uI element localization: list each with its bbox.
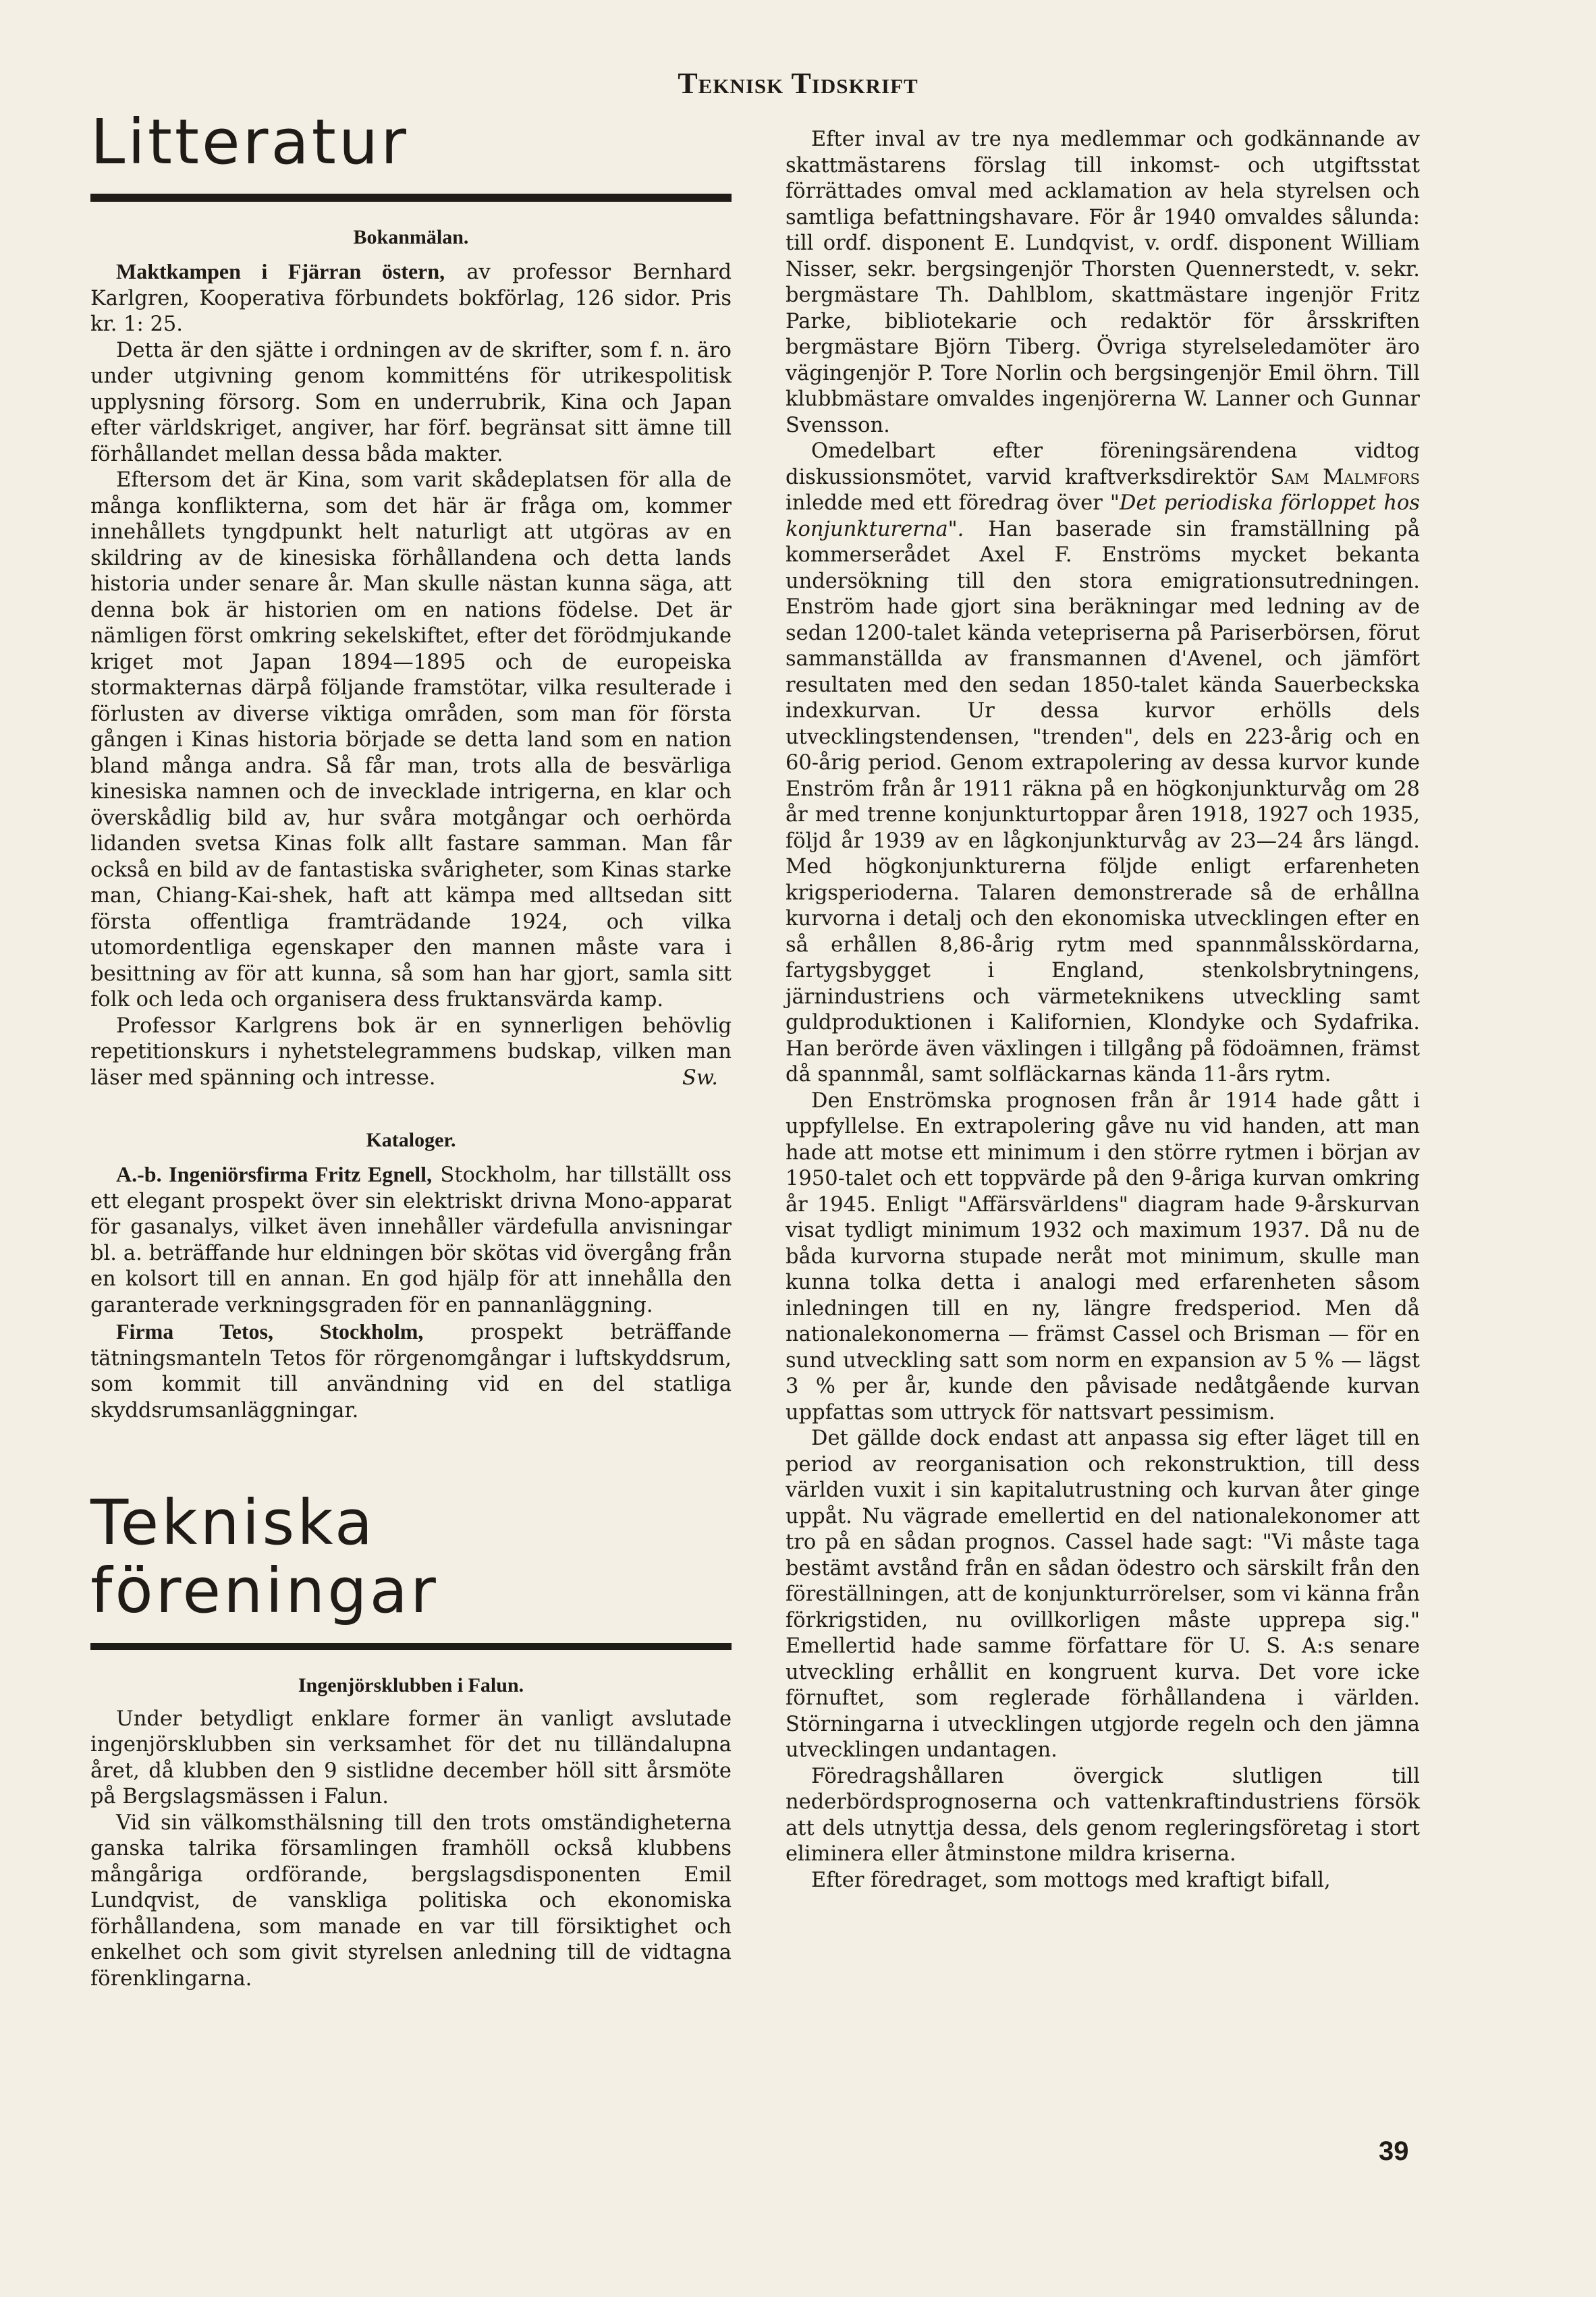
heading-rule — [90, 194, 732, 202]
subheading-bokanmalan: Bokanmälan. — [353, 226, 469, 249]
catalog-company: A.-b. Ingeniörsfirma Fritz Egnell, — [116, 1162, 433, 1187]
catalog-company: Firma Tetos, Stockholm, — [116, 1319, 424, 1344]
heading-rule — [90, 1643, 732, 1650]
lecture-paragraph: Efter föredraget, som mottogs med kraftigt bifall, — [811, 1868, 1331, 1892]
catalog-text: Stockholm, har tillställt oss ett elegant prospekt över sin elektriskt drivna Mono-apparat för gasanalys, vilket även innehåller värdefulla anvisningar bl. a. beträffande hur eldningen bör skötas vid övergång från en kolsort till en annan. En god hjälp för att innehålla den garanterade verkningsgraden för en pannanläggning. — [90, 1163, 732, 1317]
meeting-paragraph: Efter inval av tre nya medlemmar och godkännande av skattmästarens förslag till inkomst- och utgiftsstat förrättades omval med acklamation av hela styrelsen och samtliga befattningshavare. För år 1940 omvaldes sålunda: till ordf. disponent E. Lundqvist, v. ordf. disponent William Nisser, sekr. bergsingenjör Thorsten Quennerstedt, v. sekr. bergmästare Th. Dahlblom, skattmästare ingenjör Fritz Parke, bibliotekarie och redaktör för årsskriften bergmästare Björn Tiberg. Övriga styrelseledamöter äro vägingenjör P. Tore Norlin och bergsingenjör Emil öhrn. Till klubbmästare omvaldes ingenjörerna W. Lanner och Gunnar Svensson. — [786, 128, 1420, 437]
catalog-entry — [90, 1319, 732, 1424]
catalog-entry — [90, 1161, 732, 1319]
subheading-kataloger: Kataloger. — [366, 1129, 456, 1152]
lecture-title: "Det periodiska förloppet hos konjunkturerna". — [786, 491, 1420, 541]
review-paragraph: Eftersom det är Kina, som varit skådeplatsen för alla de många konflikterna, som det här är fråga om, kommer innehållets tyngdpunkt helt naturligt att utgöras av en skildring av de kinesiska förhållandena och detta lands historia under senare år. Man skulle nästan kunna säga, att denna bok är historien om en nations födelse. Det är nämligen först omkring sekelskiftet, efter det förödmjukande kriget mot Japan 1894—1895 och de europeiska stormakternas därpå följande framstötar, vilka resulterade i förlusten av diverse viktiga områden, som man för första gången i Kinas historia började se detta land som en nation bland många andra. Så får man, trots alla de besvärliga kinesiska namnen och de invecklade intrigerna, en klar och överskådlig bild av, hur svåra motgångar och oerhörda lidanden svetsa Kinas folk allt fastare samman. Man får också en bild av de fantastiska svårigheter, som Kinas starke man, Chiang-Kai-shek, haft att kämpa med alltsedan sitt första offentliga framträdande 1924, och vilka utomordentliga egenskaper den mannen måste vara i besittning av för att kunna, så som han har gjort, samla sitt folk och leda och organisera dess fruktansvärda kamp. — [90, 468, 732, 1012]
masthead: Teknisk Tidskrift — [678, 67, 918, 100]
lecturer-name: Sam Malmfors — [1270, 465, 1420, 489]
lecture-text: Omedelbart efter föreningsärendena vidtog diskussionsmötet, varvid kraftverksdirektör — [786, 439, 1420, 489]
lecture-paragraph: Den Enströmska prognosen från år 1914 hade gått i uppfyllelse. En extrapolering gåve nu vid handen, att man hade att motse ett minimum i den större rytmen i början av 1950-talet och ett toppvärde på den 9-åriga kurvan omkring år 1945. Enligt "Affärsvärldens" diagram hade 9-årskurvan visat tydligt minimum 1932 och maximum 1937. Då nu de båda kurvorna stupade neråt mot minimum, skulle man kunna tolka detta i analogi med erfarenheten såsom inledningen till en ny, längre fredsperiod. Men då nationalekonomerna — främst Cassel och Brisman — för en sund utveckling satt som norm en expansion av 5 % — lägst 3 % per år, kunde den påvisade nedåtgående kurvan uppfattas som uttryck för nattsvart pessimism. — [786, 1088, 1420, 1424]
lecture-text: inledde med ett föredrag över — [786, 491, 1103, 515]
section-heading-litteratur: Litteratur — [90, 106, 409, 178]
subheading-falun: Ingenjörsklubben i Falun. — [298, 1673, 524, 1696]
book-title: Maktkampen i Fjärran östern, — [116, 259, 445, 284]
review-closing-text: Professor Karlgrens bok är en synnerligen behövlig repetitionskurs i nyhetstelegrammens budskap, vilken man läser med spänning och intresse. — [90, 1014, 732, 1090]
review-closing-paragraph — [90, 1014, 732, 1092]
club-paragraph: Vid sin välkomsthälsning till den trots omständigheterna ganska talrika församlingen framhöll också klubbens mångåriga ordförande, bergslagsdisponenten Emil Lundqvist, de vanskliga politiska och ekonomiska förhållandena, som manade en var till försiktighet och enkelhet och som givit styrelsen anledning till de vidtagna förenklingarna. — [90, 1810, 732, 1991]
lecture-paragraph: Föredragshållaren övergick slutligen till nederbördsprognoserna och vattenkraftindustriens försök att dels utnyttja dessa, dels genom regleringsföretag i stort eliminera eller åtminstone mildra kriserna. — [786, 1764, 1420, 1866]
lecture-text: Han baserade sin framställning på kommerserådet Axel F. Enströms mycket bekanta undersökning till den stora emigrationsutredningen. Enström hade gjort sina beräkningar med ledning av de sedan 1200-talet kända vetepriserna på Pariserbörsen, förut sammanställda av fransmannen d'Avenel, och jämfört resultaten med den sedan 1850-talet kända Sauerbeckska indexkurvan. Ur dessa kurvor erhölls dels utvecklingstendensen, "trenden", dels en 223-årig och en 60-årig period. Genom extrapolering av dessa kurvor kunde Enström från år 1911 räkna på en högkonjunkturvåg om 28 år med trenne konjunkturtoppar åren 1918, 1927 och 1935, följd år 1939 av en lågkonjunkturvåg av 23—24 års längd. Med högkonjunkturerna följde enligt erfarenheten krigsperioderna. Talaren demonstrerade så de erhållna kurvorna i detalj och den ekonomiska utvecklingen efter en så erhållen 8,86-årig rytm med spannmålsskördarna, fartygsbygget i England, stenkolsbrytningens, järnindustriens och värmeteknikens utveckling samt guldproduktionen i Kalifornien, Klondyke och Sydafrika. Han berörde även växlingen i tillgång på födoämnen, främst då spannmål, samt solfläckarnas kända 11-års rytm. — [786, 517, 1420, 1086]
right-column — [786, 127, 1420, 1893]
lecture-paragraph — [786, 439, 1420, 1088]
review-signature: Sw. — [682, 1066, 718, 1090]
review-paragraph: Detta är den sjätte i ordningen av de skrifter, som f. n. äro under utgivning genom kommitténs för utrikespolitisk upplysning försorg. Som en underrubrik, Kina och Japan efter världskriget, angiver, har förf. begränsat sitt ämne till förhållandet mellan dessa båda makter. — [90, 338, 732, 466]
section-heading-foreningar: Tekniska föreningar — [90, 1487, 439, 1628]
left-column — [90, 108, 732, 1992]
book-details: av professor Bernhard Karlgren, Kooperativa förbundets bokförlag, 126 sidor. Pris kr. 1: 25. — [90, 260, 732, 337]
page-number: 39 — [1379, 2136, 1409, 2166]
lecture-paragraph: Det gällde dock endast att anpassa sig efter läget till en period av reorganisation och rekonstruktion, till dess världen vuxit i sin kapitalutrustning och kurvan åter ginge uppåt. Nu vägrade emellertid en del nationalekonomer att tro på en sådan prognos. Cassel hade sagt: "Vi måste taga bestämt avstånd från en sådan ödestro och särskilt från den föreställningen, att de konjunkturrörelser, som vi känna från förkrigstiden, nu ovillkorligen måste upprepa sig." Emellertid hade samme författare för U. S. A:s senare utveckling erhållit en kongruent kurva. Det vore icke förnuftet, som reglerade förhållandena i världen. Störningarna i utvecklingen utgjorde regeln och den jämna utvecklingen undantagen. — [786, 1427, 1420, 1762]
review-intro-paragraph — [90, 258, 732, 338]
catalog-text: prospekt beträffande tätningsmanteln Tetos för rörgenomgångar i luftskyddsrum, som kommit till användning vid en del statliga skyddsrumsanläggningar. — [90, 1321, 732, 1422]
club-paragraph: Under betydligt enklare former än vanligt avslutade ingenjörsklubben sin verksamhet för det nu tilländalupna året, då klubben den 9 sistlidne december höll sitt årsmöte på Bergslagsmässen i Falun. — [90, 1707, 732, 1809]
